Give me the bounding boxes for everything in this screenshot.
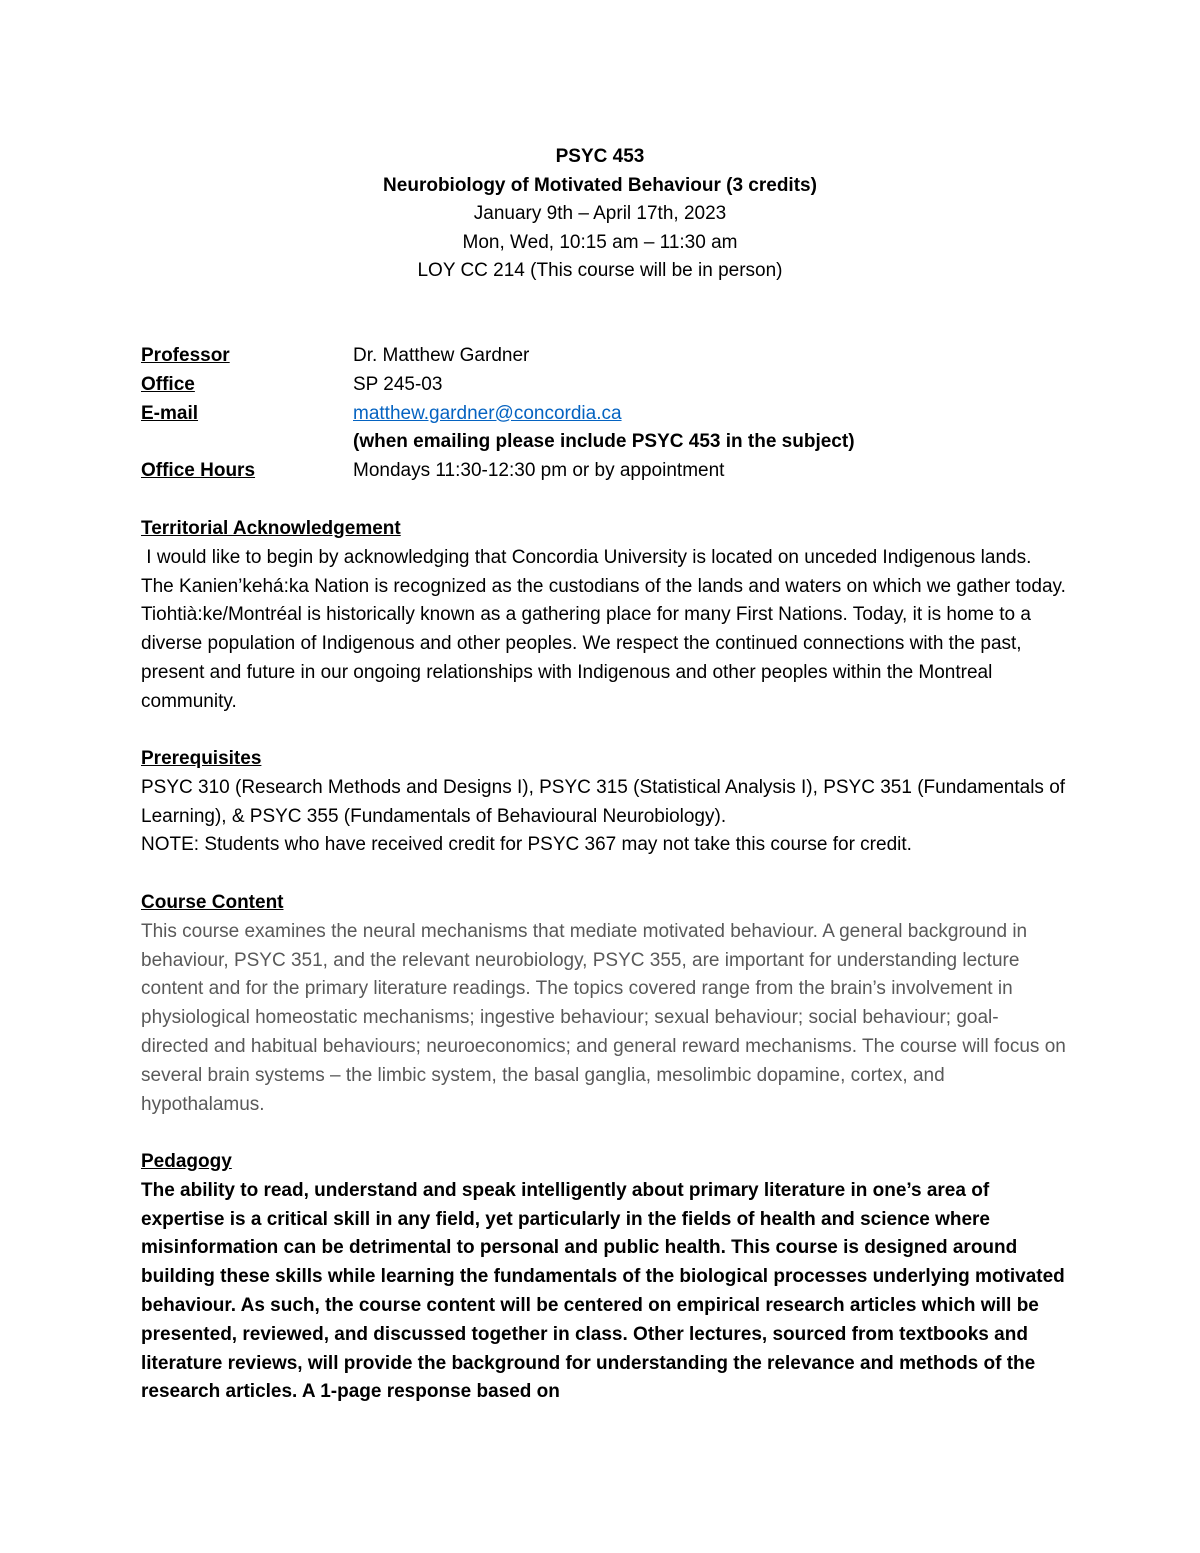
professor-label: Professor xyxy=(141,345,230,366)
territorial-section xyxy=(141,515,1066,717)
prerequisites-section xyxy=(141,745,1066,860)
email-note-row xyxy=(141,428,1061,457)
course-content-section xyxy=(141,889,1066,1119)
office-hours-row xyxy=(141,457,1061,486)
email-row xyxy=(141,400,1061,429)
course-title: Neurobiology of Motivated Behaviour (3 credits) xyxy=(383,174,817,196)
course-content-body: This course examines the neural mechanisms that mediate motivated behaviour. A general background in behaviour, PSYC 351, and the relevant neurobiology, PSYC 355, are important for understanding lecture content and for the primary literature readings. The topics covered range from the brain’s involvement in physiological homeostatic mechanisms; ingestive behaviour; sexual behaviour; social behaviour; goal-directed and habitual behaviours; neuroeconomics; and general reward mechanisms. The course will focus on several brain systems – the limbic system, the basal ganglia, mesolimbic dopamine, cortex, and hypothalamus. xyxy=(141,920,1066,1115)
territorial-body: I would like to begin by acknowledging that Concordia University is located on unceded Indigenous lands. The Kanien’kehá:ka Nation is recognized as the custodians of the lands and waters on which we gather today. Tiohtià:ke/Montréal is historically known as a gathering place for many First Nations. Today, it is home to a diverse population of Indigenous and other peoples. We respect the continued connections with the past, present and future in our ongoing relationships with Indigenous and other peoples within the Montreal community. xyxy=(141,546,1066,712)
professor-row xyxy=(141,342,1061,371)
course-content-heading: Course Content xyxy=(141,892,284,913)
office-row xyxy=(141,371,1061,400)
territorial-heading: Territorial Acknowledgement xyxy=(141,518,401,539)
prerequisites-heading: Prerequisites xyxy=(141,748,262,769)
pedagogy-heading: Pedagogy xyxy=(141,1151,232,1172)
professor-value: Dr. Matthew Gardner xyxy=(353,345,530,366)
prerequisites-note: NOTE: Students who have received credit for PSYC 367 may not take this course for credit. xyxy=(141,834,912,856)
email-link[interactable]: matthew.gardner@concordia.ca xyxy=(353,402,622,424)
pedagogy-section xyxy=(141,1148,1066,1407)
course-schedule: Mon, Wed, 10:15 am – 11:30 am xyxy=(462,231,738,253)
course-location: LOY CC 214 (This course will be in person) xyxy=(417,260,783,282)
email-label: E-mail xyxy=(141,402,199,424)
office-hours-label: Office Hours xyxy=(141,460,256,482)
office-hours-value: Mondays 11:30-12:30 pm or by appointment xyxy=(353,460,725,482)
course-header xyxy=(0,143,1200,286)
course-code: PSYC 453 xyxy=(555,146,645,167)
email-note: (when emailing please include PSYC 453 in the subject) xyxy=(353,431,855,453)
pedagogy-body: The ability to read, understand and speak intelligently about primary literature in one’s area of expertise is a critical skill in any field, yet particularly in the fields of health and science where misinformation can be detrimental to personal and public health. This course is designed around building these skills while learning the fundamentals of the biological processes underlying motivated behaviour. As such, the course content will be centered on empirical research articles which will be presented, reviewed, and discussed together in class. Other lectures, sourced from textbooks and literature reviews, will provide the background for understanding the relevance and methods of the research articles. A 1-page response based on xyxy=(141,1179,1065,1403)
prerequisites-body: PSYC 310 (Research Methods and Designs I), PSYC 315 (Statistical Analysis I), PSYC 351 (Fundamentals of Learning), & PSYC 355 (Fundamentals of Behavioural Neurobiology). xyxy=(141,776,1066,827)
email-note-spacer xyxy=(141,428,353,457)
office-value: SP 245-03 xyxy=(353,373,443,395)
office-label: Office xyxy=(141,373,195,395)
course-dates: January 9th – April 17th, 2023 xyxy=(473,203,727,225)
instructor-info xyxy=(141,342,1061,486)
